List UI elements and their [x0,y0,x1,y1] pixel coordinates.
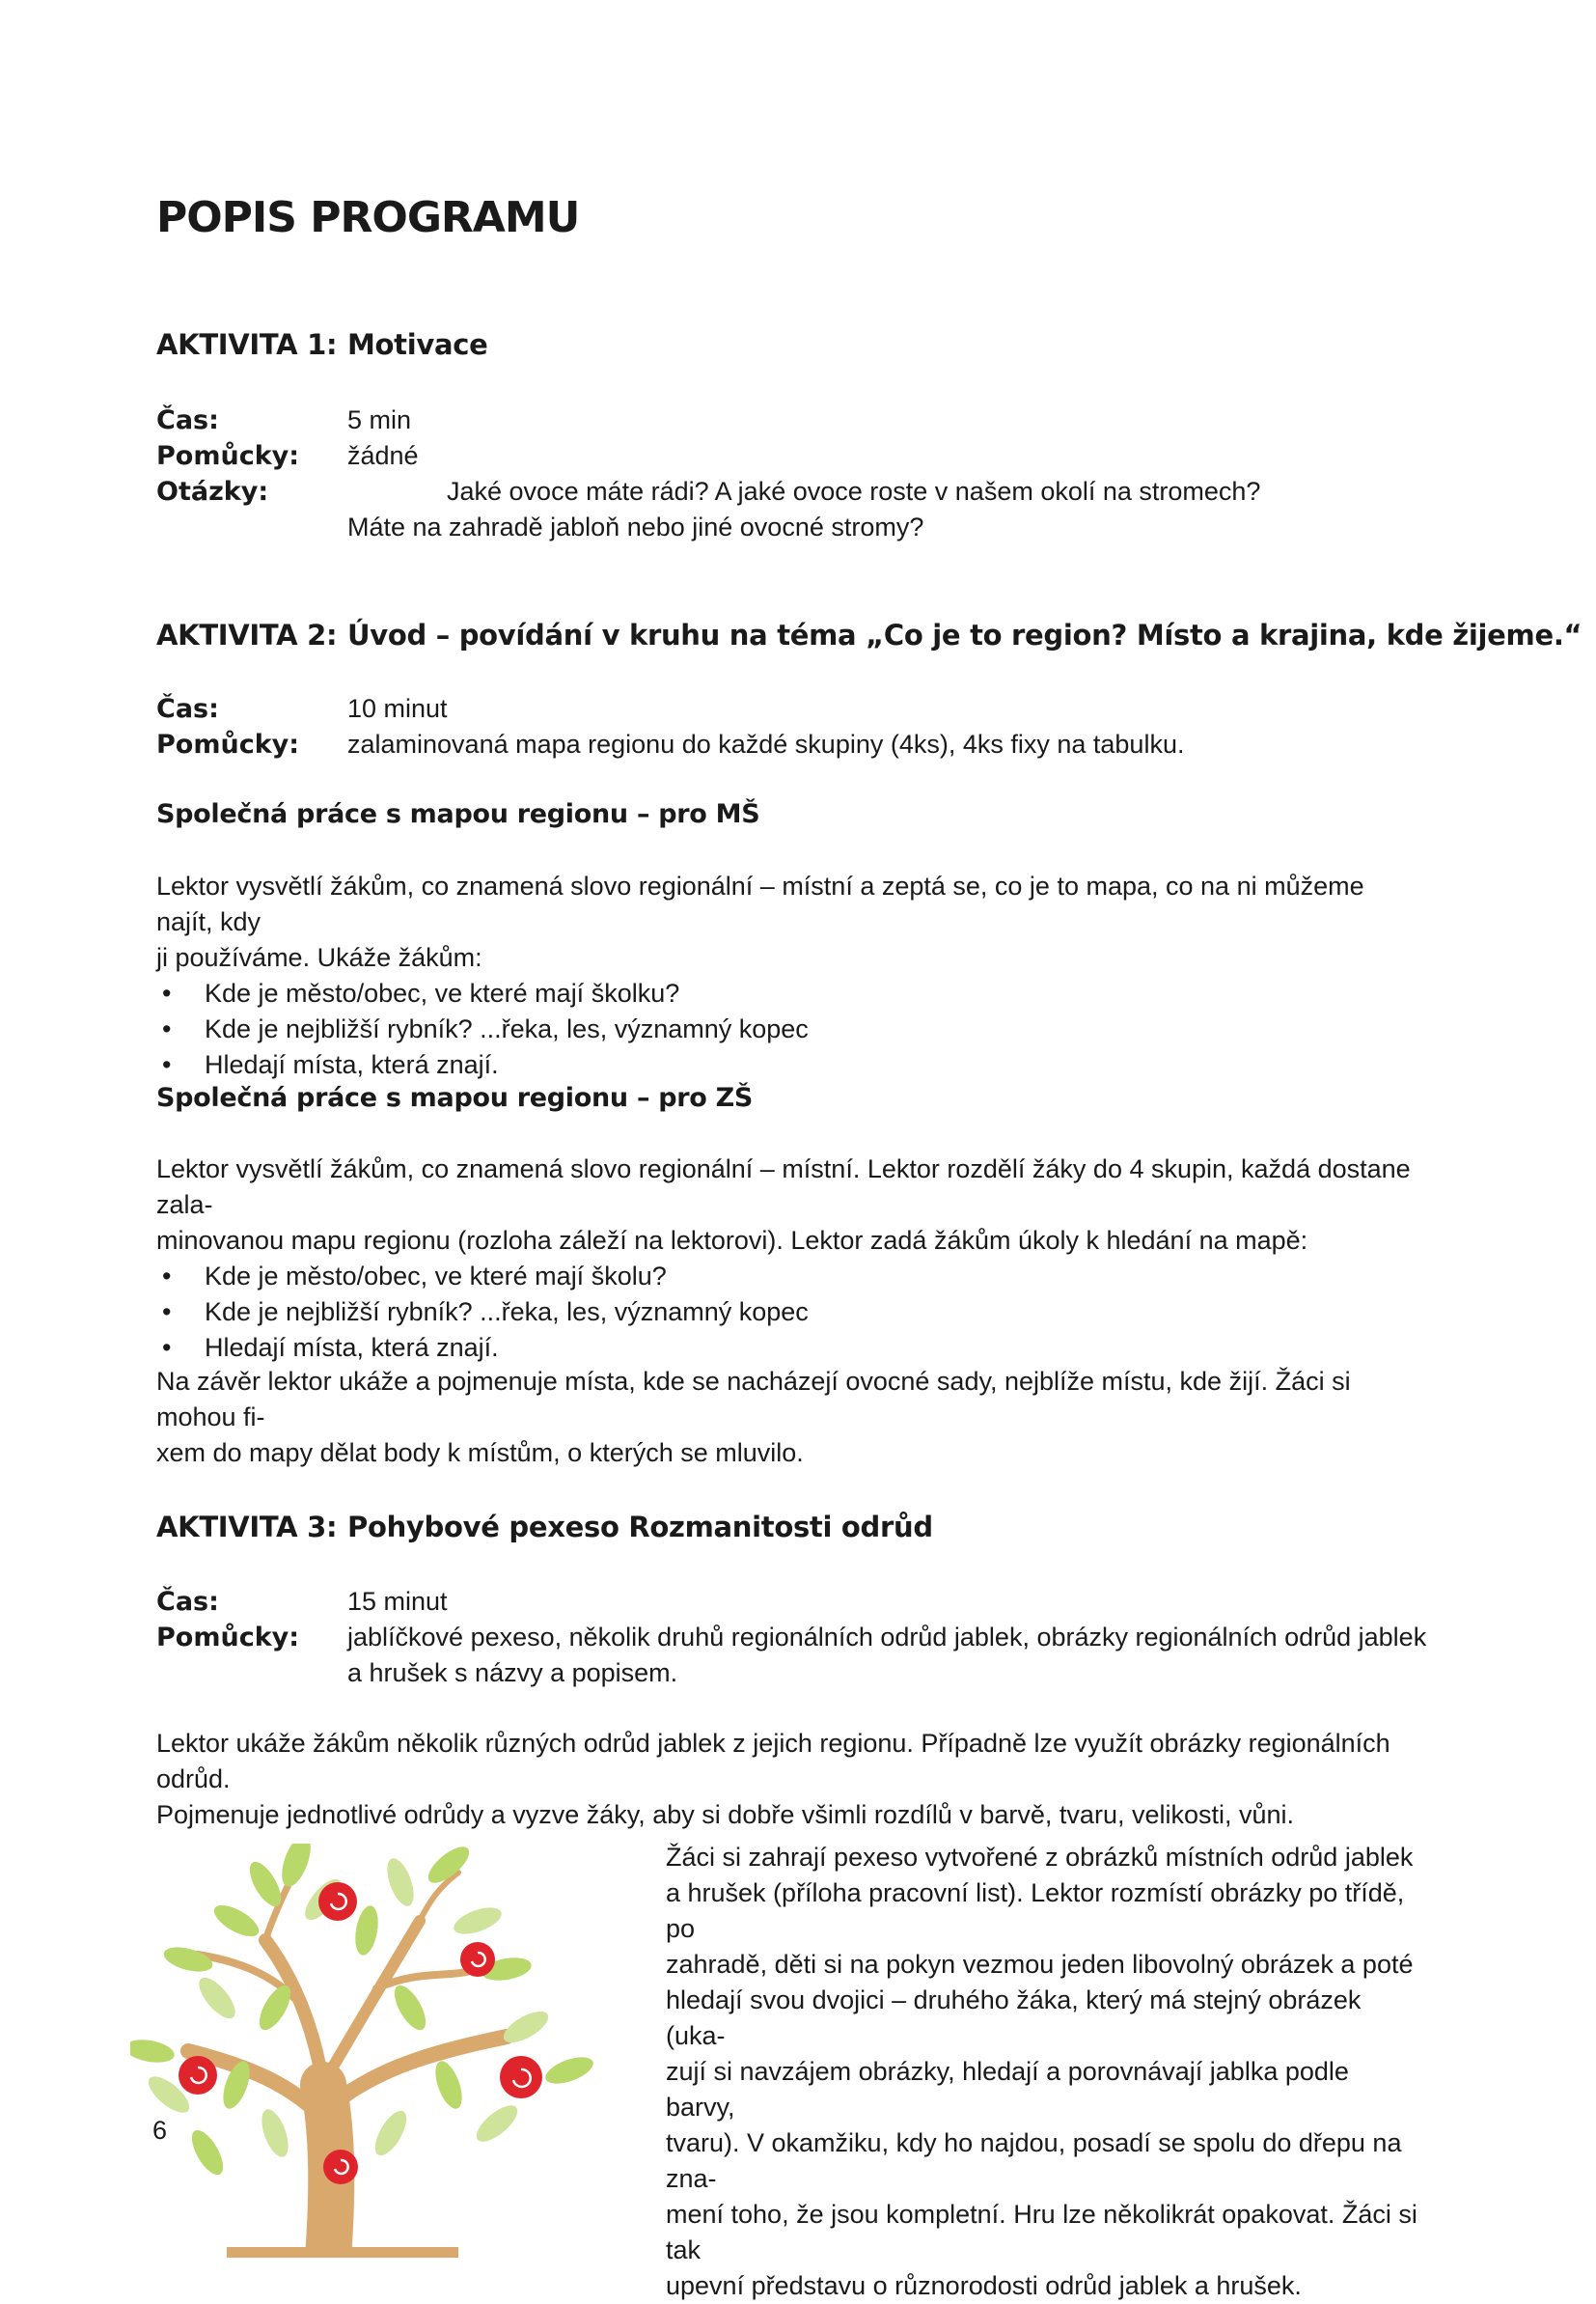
description-line: a hrušek (příloha pracovní list). Lektor rozmístí obrázky po třídě, po [666,1878,1405,1943]
activity3-pomucky-line2: a hrušek s názvy a popisem. [347,1658,678,1687]
activity3-cas-label: Čas: [156,1587,219,1617]
activity1-otazky-label: Otázky: [156,477,269,507]
conclusion-line1: Na závěr lektor ukáže a pojmenuje místa, kde se nacházejí ovocné sady, nejblíže místu, kde žijí. Žáci si mohou fi- [156,1367,1351,1431]
ms-paragraph-line2: ji používáme. Ukáže žákům: [156,943,482,972]
activity2-pomucky-value: zalaminovaná mapa regionu do každé skupiny (4ks), 4ks fixy na tabulku. [347,730,1185,759]
list-item: • Kde je město/obec, ve které mají školku? [156,976,1411,1012]
activity1-cas-label: Čas: [156,405,219,435]
activity2-heading: AKTIVITA 2: [156,619,338,652]
activity1-heading: AKTIVITA 1: [156,328,338,361]
conclusion-line2: xem do mapy dělat body k místům, o kterých se mluvilo. [156,1438,804,1467]
activity1-cas-value: 5 min [347,405,412,434]
page-title: POPIS PROGRAMU [156,193,580,242]
tree-ground [227,2247,458,2258]
activity1-pomucky-value: žádné [347,441,419,470]
description-line: tvaru). V okamžiku, kdy ho najdou, posadí se spolu do dřepu na zna- [666,2128,1402,2193]
list-item: • Kde je nejbližší rybník? ...řeka, les, významný kopec [156,1012,1411,1047]
activity3-name: Pohybové pexeso Rozmanitosti odrůd [347,1511,933,1543]
activity2-pomucky-label: Pomůcky: [156,730,300,760]
list-item: • Kde je město/obec, ve které mají školu? [156,1259,1411,1294]
activity2-name: Úvod – povídání v kruhu na téma „Co je to region? Místo a krajina, kde žijeme.“ [347,619,1582,652]
list-item: • Hledají místa, která znají. [156,1047,1411,1083]
ms-bullet-list [156,976,1411,1083]
activity1-pomucky-label: Pomůcky: [156,441,300,471]
activity1-otazky-line2: Máte na zahradě jabloň nebo jiné ovocné stromy? [347,513,924,541]
description-line: hledají svou dvojici – druhého žáka, který má stejný obrázek (uka- [666,1985,1362,2050]
description-line: upevní představu o různorodosti odrůd jablek a hrušek. [666,2271,1302,2300]
activity3-intro [156,1726,1411,1833]
activity2-cas-label: Čas: [156,694,219,724]
zs-bullet-list [156,1259,1411,1366]
page-number: 6 [152,2116,168,2145]
description-line: mení toho, že jsou kompletní. Hru lze několikrát opakovat. Žáci si tak [666,2200,1417,2264]
ms-paragraph-line1: Lektor vysvětlí žákům, co znamená slovo regionální – místní a zeptá se, co je to mapa, co na ni můžeme najít, kdy [156,872,1364,936]
zs-paragraph-line1: Lektor vysvětlí žákům, co znamená slovo regionální – místní. Lektor rozdělí žáky do 4 skupin, každá dostane zala- [156,1154,1411,1219]
activity3-description [666,1840,1418,2304]
list-item: • Kde je nejbližší rybník? ...řeka, les, významný kopec [156,1294,1411,1330]
activity1-otazky-line1: Jaké ovoce máte rádi? A jaké ovoce roste v našem okolí na stromech? [447,477,1261,506]
intro-line1: Lektor ukáže žákům několik různých odrůd jablek z jejich regionu. Případně lze využít obrázky regionálních odrůd. [156,1729,1390,1793]
zs-section [156,1152,1411,1366]
ms-section [156,869,1411,1083]
apple-tree-icon [130,1844,613,2258]
activity2-cas-value: 10 minut [347,694,448,723]
activity3-pomucky-label: Pomůcky: [156,1623,300,1652]
activity1-name: Motivace [347,328,488,361]
zs-paragraph-line2: minovanou mapu regionu (rozloha záleží na lektorovi). Lektor zadá žákům úkoly k hledání na mapě: [156,1226,1308,1255]
activity3-cas-value: 15 minut [347,1587,448,1616]
activity3-pomucky-line1: jablíčkové pexeso, několik druhů regionálních odrůd jablek, obrázky regionálních odrůd jablek [347,1623,1427,1652]
description-line: Žáci si zahrají pexeso vytvořené z obrázků místních odrůd jablek [666,1843,1414,1872]
description-line: zují si navzájem obrázky, hledají a porovnávají jablka podle barvy, [666,2057,1349,2122]
ms-subheading: Společná práce s mapou regionu – pro MŠ [156,799,760,829]
intro-line2: Pojmenuje jednotlivé odrůdy a vyzve žáky, aby si dobře všimli rozdílů v barvě, tvaru, velikosti, vůni. [156,1800,1295,1829]
list-item: • Hledají místa, která znají. [156,1330,1411,1366]
zs-subheading: Společná práce s mapou regionu – pro ZŠ [156,1083,754,1113]
activity2-conclusion [156,1364,1411,1471]
activity3-heading: AKTIVITA 3: [156,1511,338,1543]
description-line: zahradě, děti si na pokyn vezmou jeden libovolný obrázek a poté [666,1950,1414,1979]
